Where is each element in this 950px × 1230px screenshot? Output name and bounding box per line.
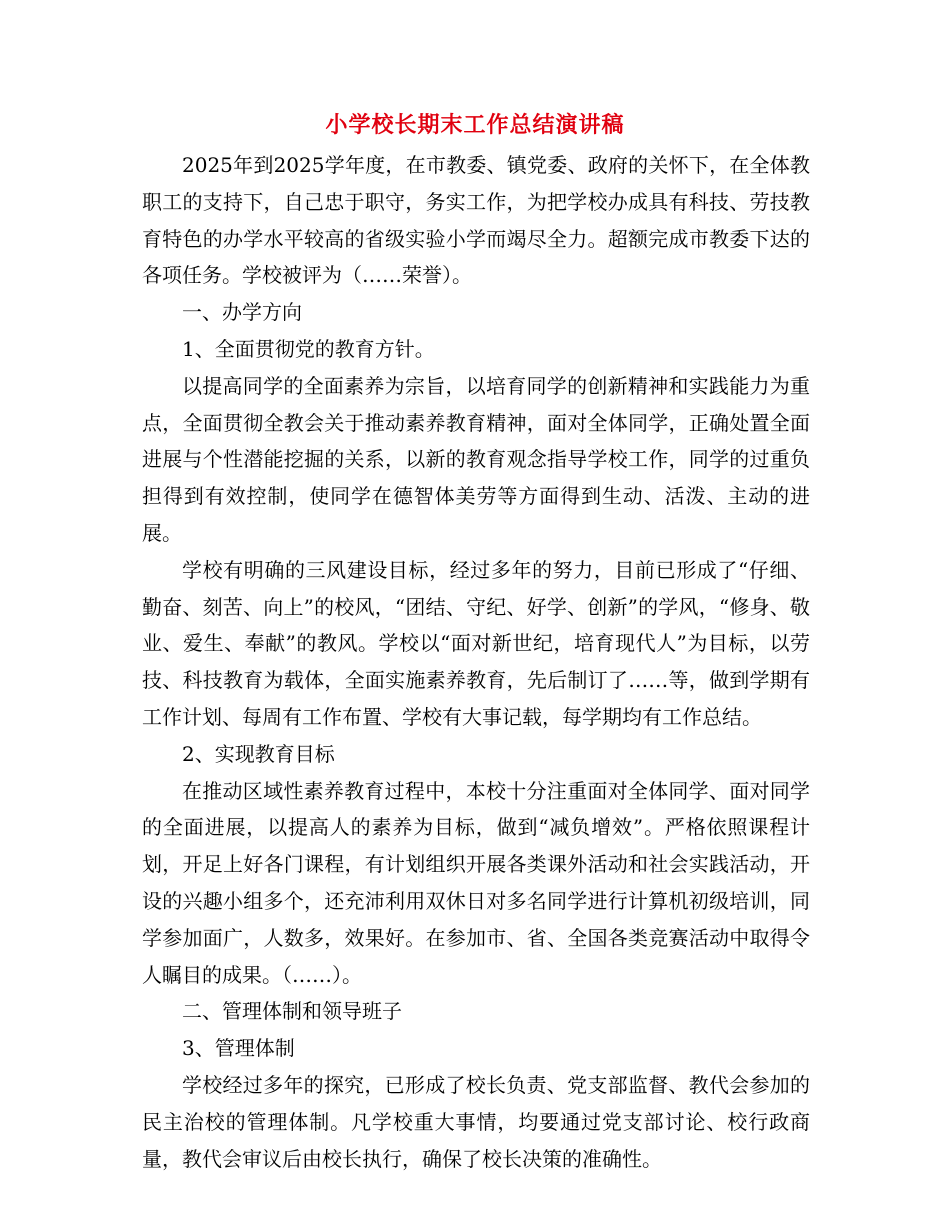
paragraph-intro: 2025年到2025学年度，在市教委、镇党委、政府的关怀下，在全体教职工的支持下，自己忠于职守，务实工作，为把学校办成具有科技、劳技教育特色的办学水平较高的省级实验小学而竭尽全力。超额完成市教委下达的各项任务。学校被评为（……荣誉）。 xyxy=(142,153,810,288)
section-heading: 二、管理体制和领导班子 xyxy=(182,999,402,1024)
section-heading: 一、办学方向 xyxy=(182,300,302,325)
subsection-heading: 3、管理体制 xyxy=(182,1036,295,1061)
paragraph: 学校经过多年的探究，已形成了校长负责、党支部监督、教代会参加的民主治校的管理体制。凡学校重大事情，均要通过党支部讨论、校行政商量，教代会审议后由校长执行，确保了校长决策的准确性。 xyxy=(142,1072,810,1171)
document-title: 小学校长期末工作总结演讲稿 xyxy=(325,112,625,138)
paragraph: 以提高同学的全面素养为宗旨，以培育同学的创新精神和实践能力为重点，全面贯彻全教会关于推动素养教育精神，面对全体同学，正确处置全面进展与个性潜能挖掘的关系，以新的教育观念指导学校工作，同学的过重负担得到有效控制，使同学在德智体美劳等方面得到生动、活泼、主动的进展。 xyxy=(142,373,810,545)
subsection-heading: 2、实现教育目标 xyxy=(182,741,335,766)
document-body xyxy=(142,147,810,1177)
paragraph: 学校有明确的三风建设目标，经过多年的努力，目前已形成了“仔细、勤奋、刻苦、向上”的校风，“团结、守纪、好学、创新”的学风，“修身、敬业、爱生、奉献”的教风。学校以“面对新世纪，培育现代人”为目标，以劳技、科技教育为载体，全面实施素养教育，先后制订了……等，做到学期有工作计划、每周有工作布置、学校有大事记载，每学期均有工作总结。 xyxy=(142,557,810,729)
paragraph: 在推动区域性素养教育过程中，本校十分注重面对全体同学、面对同学的全面进展，以提高人的素养为目标，做到“减负增效”。严格依照课程计划，开足上好各门课程，有计划组织开展各类课外活动和社会实践活动，开设的兴趣小组多个，还充沛利用双休日对多名同学进行计算机初级培训，同学参加面广，人数多，效果好。在参加市、省、全国各类竞赛活动中取得令人瞩目的成果。（……）。 xyxy=(142,778,810,987)
subsection-heading: 1、全面贯彻党的教育方针。 xyxy=(182,336,435,361)
